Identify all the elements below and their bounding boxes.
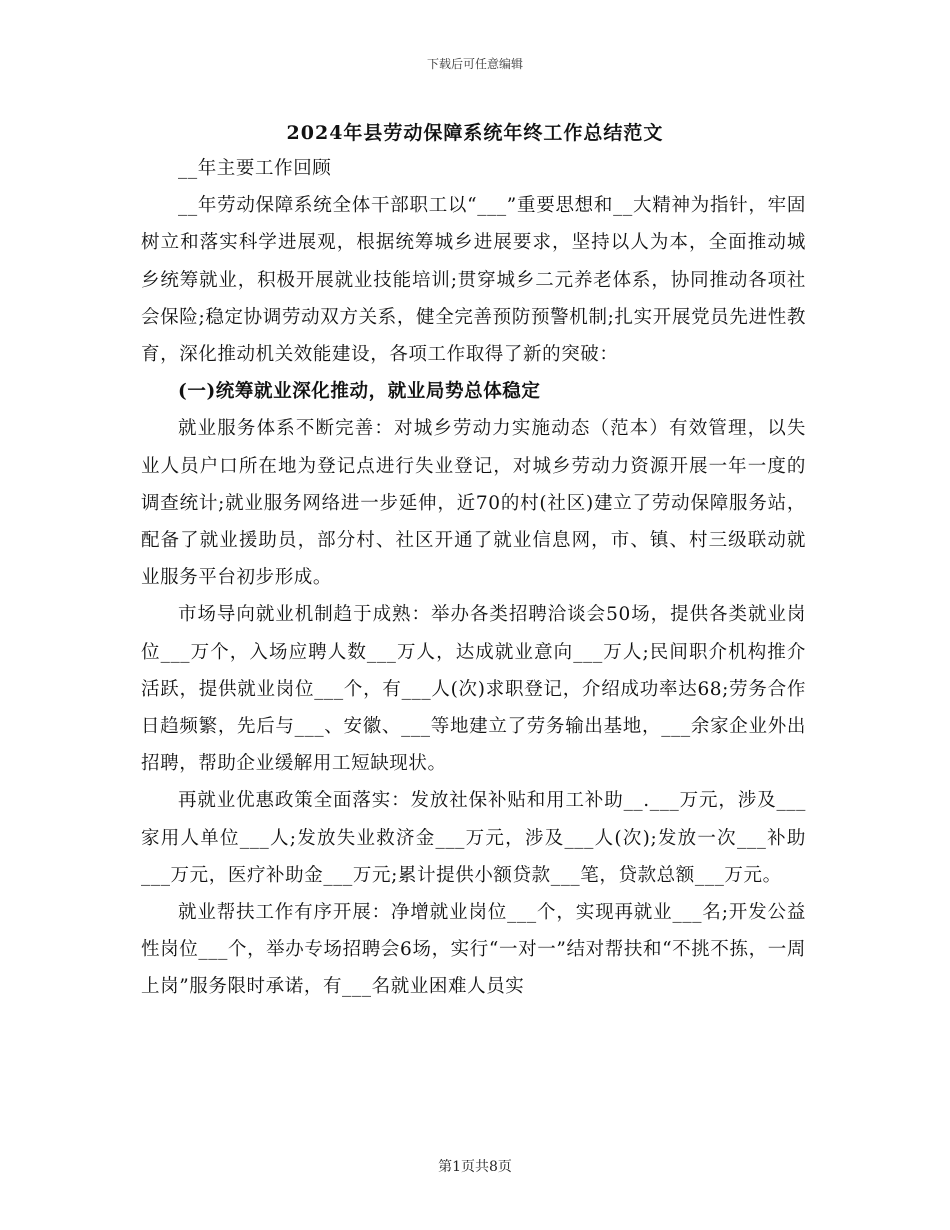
body-paragraph: 就业服务体系不断完善：对城乡劳动力实施动态（范本）有效管理，以失业人员户口所在地为登记点进行失业登记，对城乡劳动力资源开展一年一度的调查统计;就业服务网络进一步延伸，近70的村(社区)建立了劳动保障服务站，配备了就业援助员，部分村、社区开通了就业信息网，市、镇、村三级联动就业服务平台初步形成。: [141, 418, 806, 589]
body-paragraph: 再就业优惠政策全面落实：发放社保补贴和用工补助__.___万元，涉及___家用人单位___人;发放失业救济金___万元，涉及___人(次);发放一次___补助___万元，医疗补助金___万元;累计提供小额贷款___笔，贷款总额___万元。: [141, 790, 806, 886]
page-header-note: 下载后可任意编辑: [426, 57, 523, 71]
section-intro: __年主要工作回顾: [178, 158, 332, 179]
body-paragraph: 市场导向就业机制趋于成熟：举办各类招聘洽谈会50场，提供各类就业岗位___万个，入场应聘人数___万人，达成就业意向___万人;民间职介机构推介活跃，提供就业岗位___个，有___人(次)求职登记，介绍成功率达68;劳务合作日趋频繁，先后与___、安徽、___等地建立了劳务输出基地，___余家企业外出招聘，帮助企业缓解用工短缺现状。: [141, 604, 806, 775]
document-body: [141, 150, 806, 1006]
section-heading: (一)统筹就业深化推动，就业局势总体稳定: [178, 381, 541, 403]
summary-paragraph: __年劳动保障系统全体干部职工以“___”重要思想和__大精神为指针，牢固树立和落实科学进展观，根据统筹城乡进展要求，坚持以人为本，全面推动城乡统筹就业，积极开展就业技能培训;贯穿城乡二元养老体系，协同推动各项社会保险;稳定协调劳动双方关系，健全完善预防预警机制;扎实开展党员先进性教育，深化推动机关效能建设，各项工作取得了新的突破：: [141, 195, 806, 366]
body-paragraph: 就业帮扶工作有序开展：净增就业岗位___个，实现再就业___名;开发公益性岗位___个，举办专场招聘会6场，实行“一对一”结对帮扶和“不挑不拣，一周上岗”服务限时承诺，有___名就业困难人员实: [141, 902, 806, 998]
page-number: 第1页共8页: [438, 1159, 512, 1175]
document-title: 2024年县劳动保障系统年终工作总结范文: [286, 122, 664, 144]
